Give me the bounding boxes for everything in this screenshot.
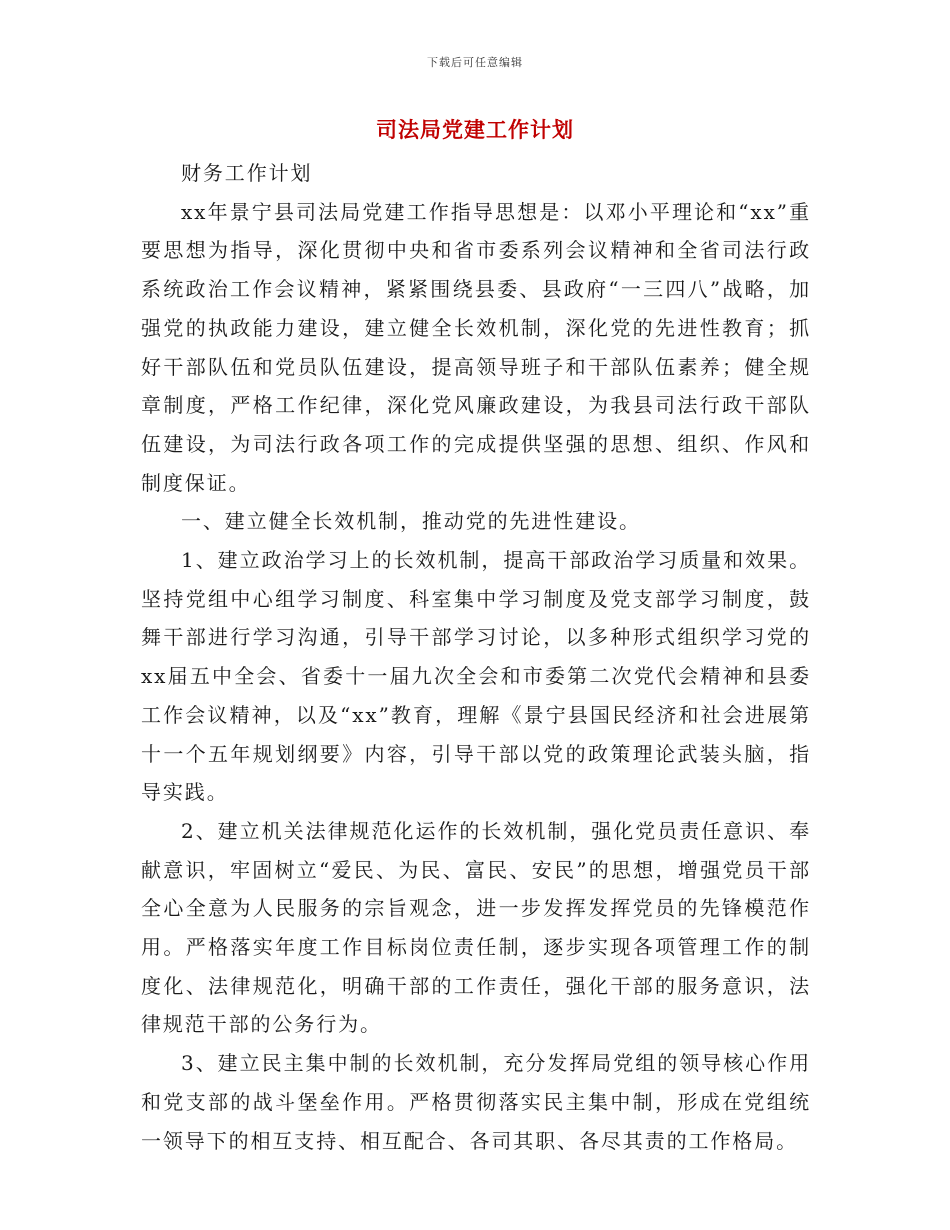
paragraph-item-2: 2、建立机关法律规范化运作的长效机制，强化党员责任意识、奉献意识，牢固树立“爱民、为民、富民、安民”的思想，增强党员干部全心全意为人民服务的宗旨观念，进一步发挥发挥党员的先锋模范作用。严格落实年度工作目标岗位责任制，逐步实现各项管理工作的制度化、法律规范化，明确干部的工作责任，强化干部的服务意识，法律规范干部的公务行为。 [141, 818, 811, 1037]
header-note: 下载后可任意编辑 [427, 56, 523, 69]
paragraph-guiding-idea: xx年景宁县司法局党建工作指导思想是：以邓小平理论和“xx”重要思想为指导，深化贯彻中央和省市委系列会议精神和全省司法行政系统政治工作会议精神，紧紧围绕县委、县政府“一三四八”战略，加强党的执政能力建设，建立健全长效机制，深化党的先进性教育；抓好干部队伍和党员队伍建设，提高领导班子和干部队伍素养；健全规章制度，严格工作纪律，深化党风廉政建设，为我县司法行政干部队伍建设，为司法行政各项工作的完成提供坚强的思想、组织、作风和制度保证。 [141, 199, 811, 495]
paragraph-item-3: 3、建立民主集中制的长效机制，充分发挥局党组的领导核心作用和党支部的战斗堡垒作用。严格贯彻落实民主集中制，形成在党组统一领导下的相互支持、相互配合、各司其职、各尽其责的工作格局。 [141, 1051, 811, 1153]
paragraph-item-1: 1、建立政治学习上的长效机制，提高干部政治学习质量和效果。坚持党组中心组学习制度、科室集中学习制度及党支部学习制度，鼓舞干部进行学习沟通，引导干部学习讨论，以多种形式组织学习党的xx届五中全会、省委十一届九次全会和市委第二次党代会精神和县委工作会议精神，以及“xx”教育，理解《景宁县国民经济和社会进展第十一个五年规划纲要》内容，引导干部以党的政策理论武装头脑，指导实践。 [141, 548, 811, 805]
document-body [141, 154, 811, 1160]
document-title: 司法局党建工作计划 [376, 118, 574, 142]
paragraph-subtitle: 财务工作计划 [181, 161, 313, 185]
paragraph-section-heading: 一、建立健全长效机制，推动党的先进性建设。 [181, 509, 641, 534]
